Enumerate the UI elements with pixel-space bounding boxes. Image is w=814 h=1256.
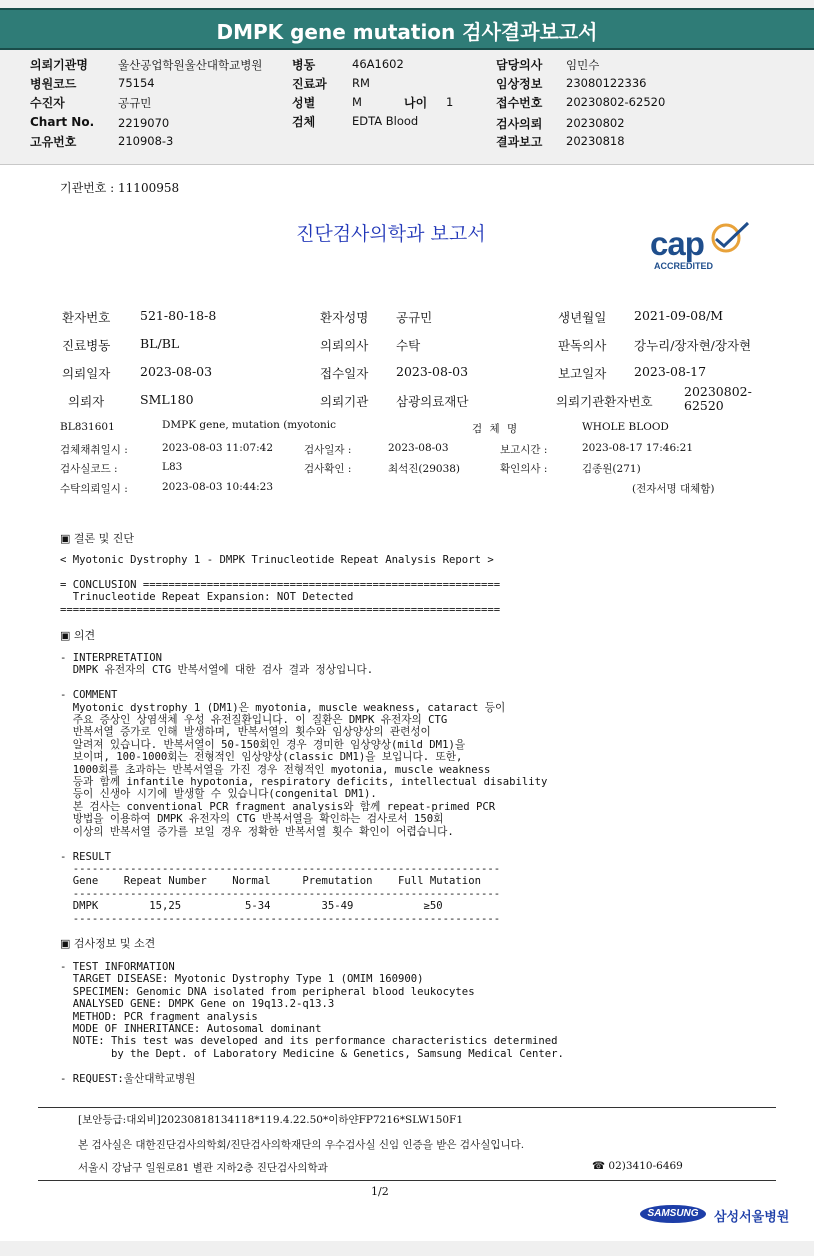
room-label: 검사실코드 : xyxy=(60,463,118,475)
field-label: 접수번호 xyxy=(496,96,543,110)
exam-date-label: 검사일자 : xyxy=(304,444,352,456)
field-label: 진료과 xyxy=(292,77,327,91)
patient-value: 20230802- 62520 xyxy=(684,384,752,413)
field-value: 20230802-62520 xyxy=(566,95,666,109)
footer-security: [보안등급:대외비]20230818134118*119.4.22.50*이하얀FP7216*SLW150F1 xyxy=(78,1114,464,1126)
field-value: 공규민 xyxy=(118,96,152,110)
field-label: Chart No. xyxy=(30,115,95,129)
opinion-text: - INTERPRETATION DMPK 유전자의 CTG 반복서열에 대한 검사 결과 정상입니다. - COMMENT Myotonic dystrophy 1 (DM1)은 myotonia, muscle weakness, cataract 등이 주요 증상인 상염색체 우성 유전질환입니다. 이 질환은 DMPK 유전자의 CTG 반복서열 증가로 인해 발생하며, 반복서열의 횟수와 임상양상의 관련성이 알려져 있습니다. 반복서열이 50-150회인 경우 경미한 임상양상(mild DM1)을 보이며, 100-1000회는 전형적인 임상양상(classic DM1)을 보입니다. 또한, 1000회를 초과하는 반복서열을 가진 경우 전형적인 myotonia, muscle weakness 등과 함께 infantile hypotonia, respiratory deficits, intellectual disability 등이 신생아 시기에 발생할 수 있습니다(congenital DM1). 본 검사는 conventional PCR fragment analysis와 함께 repeat-primed PCR 방법을 이용하여 DMPK 유전자의 CTG 반복서열을 확인하는 검사로서 150회 이상의 반복서열 증가를 보일 경우 정확한 반복서열 횟수 확인이 어렵습니다. - RESULT ------------------------------------------------------------------- Gene Repeat Number Normal Premutation Full Mutation ------------------------------------------------------------------- DMPK 15,25 5-34 35-49 ≥50 ------------------------------------------------------------------- xyxy=(60,652,548,925)
field-value: 20230802 xyxy=(566,116,625,130)
specimen-label: 검 체 명 xyxy=(472,423,520,435)
test-name: DMPK gene, mutation (myotonic xyxy=(162,419,337,431)
patient-value: 2023-08-17 xyxy=(634,364,707,379)
field-label: 병동 xyxy=(292,58,316,72)
footer-certification: 본 검사실은 대한진단검사의학회/진단검사의학재단의 우수검사실 신임 인증을 받은 검사실입니다. xyxy=(78,1139,525,1151)
field-label: 의뢰기관명 xyxy=(30,58,88,72)
samsung-hospital-logo xyxy=(640,1203,790,1229)
footer-divider xyxy=(38,1180,776,1181)
field-label: 검체 xyxy=(292,115,316,129)
cap-logo-subtext: ACCREDITED xyxy=(654,261,714,271)
cap-logo-text: cap xyxy=(650,225,704,262)
patient-value: 2021-09-08/M xyxy=(634,308,724,323)
collect-label: 검체채취일시 : xyxy=(60,444,128,456)
test-info-text: - TEST INFORMATION TARGET DISEASE: Myotonic Dystrophy Type 1 (OMIM 160900) SPECIMEN: Genomic DNA isolated from peripheral blood leukocytes ANALYSED GENE: DMPK Gene on 19q13.2-q13.3 METHOD: PCR fragment analysis MODE OF INHERITANCE: Autosomal dominant NOTE: This test was developed and its performance characteristics determined by the Dept. of Laboratory Medicine & Genetics, Samsung Medical Center. - REQUEST:울산대학교병원 xyxy=(60,961,564,1085)
exam-date-value: 2023-08-03 xyxy=(388,442,449,454)
field-label: 병원코드 xyxy=(30,77,77,91)
field-value: M xyxy=(352,95,362,109)
esign-note: (전자서명 대체함) xyxy=(632,483,715,495)
field-label: 검사의뢰 xyxy=(496,117,543,131)
patient-value: 2023-08-03 xyxy=(396,364,469,379)
specimen-value: WHOLE BLOOD xyxy=(582,421,669,433)
samsung-logo: SAMSUNG xyxy=(640,1205,706,1223)
patient-value: BL/BL xyxy=(140,336,180,351)
cap-accredited-checkmark-icon xyxy=(706,221,752,255)
patient-label: 의뢰의사 xyxy=(320,338,369,353)
section-title-conclusion: ▣ 결론 및 진단 xyxy=(60,532,135,545)
patient-label: 의뢰자 xyxy=(68,394,105,409)
patient-value: 삼광의료재단 xyxy=(396,394,469,409)
footer-address: 서울시 강남구 일원로81 별관 지하2층 진단검사의학과 xyxy=(78,1162,328,1174)
patient-label: 의뢰기관환자번호 xyxy=(556,394,653,409)
institution-number: 기관번호 : 11100958 xyxy=(60,181,180,195)
field-value: 2219070 xyxy=(118,116,170,130)
footer-divider xyxy=(38,1107,776,1108)
field-label: 담당의사 xyxy=(496,58,543,72)
section-title-opinion: ▣ 의견 xyxy=(60,629,96,642)
collect-value: 2023-08-03 11:07:42 xyxy=(162,442,274,454)
patient-label: 환자번호 xyxy=(62,310,111,325)
report-heading: 진단검사의학과 보고서 xyxy=(296,223,486,245)
doctor-label: 확인의사 : xyxy=(500,463,548,475)
field-value: 23080122336 xyxy=(566,76,647,90)
patient-value: 521-80-18-8 xyxy=(140,308,217,323)
field-label: 임상정보 xyxy=(496,77,543,91)
doctor-value: 김종원(271) xyxy=(582,463,641,475)
confirm-label: 검사확인 : xyxy=(304,463,352,475)
field-label: 나이 xyxy=(404,96,428,110)
field-value: 75154 xyxy=(118,76,155,90)
field-label: 고유번호 xyxy=(30,135,77,149)
confirm-value: 최석진(29038) xyxy=(388,463,461,475)
patient-label: 판독의사 xyxy=(558,338,607,353)
field-value: 210908-3 xyxy=(118,134,174,148)
field-label: 결과보고 xyxy=(496,135,543,149)
cap-logo xyxy=(648,225,758,275)
report-page xyxy=(0,164,814,1241)
report-title: DMPK gene mutation 검사결과보고서 xyxy=(216,20,598,44)
hospital-name: 삼성서울병원 xyxy=(714,1210,790,1225)
test-code: BL831601 xyxy=(60,421,115,433)
patient-value: 2023-08-03 xyxy=(140,364,213,379)
patient-label: 접수일자 xyxy=(320,366,369,381)
patient-value: SML180 xyxy=(140,392,194,407)
footer-phone: ☎ 02)3410-6469 xyxy=(592,1160,683,1172)
patient-label: 환자성명 xyxy=(320,310,369,325)
patient-label: 진료병동 xyxy=(62,338,111,353)
field-value: RM xyxy=(352,76,370,90)
field-value: EDTA Blood xyxy=(352,114,419,128)
report-title-bar xyxy=(0,8,814,50)
report-time-label: 보고시간 : xyxy=(500,444,548,456)
report-time-value: 2023-08-17 17:46:21 xyxy=(582,442,694,454)
patient-value: 수탁 xyxy=(396,338,421,353)
patient-label: 의뢰기관 xyxy=(320,394,369,409)
patient-value: 강누리/장자현/장자현 xyxy=(634,338,752,353)
patient-value: 공규민 xyxy=(396,310,433,325)
request-label: 수탁의뢰일시 : xyxy=(60,483,128,495)
field-value: 20230818 xyxy=(566,134,625,148)
field-label: 수진자 xyxy=(30,96,65,110)
room-value: L83 xyxy=(162,461,183,473)
field-value: 1 xyxy=(446,95,454,109)
page-number: 1/2 xyxy=(371,1185,389,1198)
patient-label: 생년월일 xyxy=(558,310,607,325)
field-value: 임민수 xyxy=(566,58,600,72)
request-value: 2023-08-03 10:44:23 xyxy=(162,481,274,493)
section-title-test-info: ▣ 검사정보 및 소견 xyxy=(60,937,156,950)
patient-label: 의뢰일자 xyxy=(62,366,111,381)
field-value: 울산공업학원울산대학교병원 xyxy=(118,58,263,72)
conclusion-text: < Myotonic Dystrophy 1 - DMPK Trinucleotide Repeat Analysis Report > = CONCLUSION ======================================================== Trinucleotide Repeat Expansion: NOT Detected ===================================================================== xyxy=(60,554,501,616)
field-value: 46A1602 xyxy=(352,57,404,71)
field-label: 성별 xyxy=(292,96,316,110)
patient-label: 보고일자 xyxy=(558,366,607,381)
